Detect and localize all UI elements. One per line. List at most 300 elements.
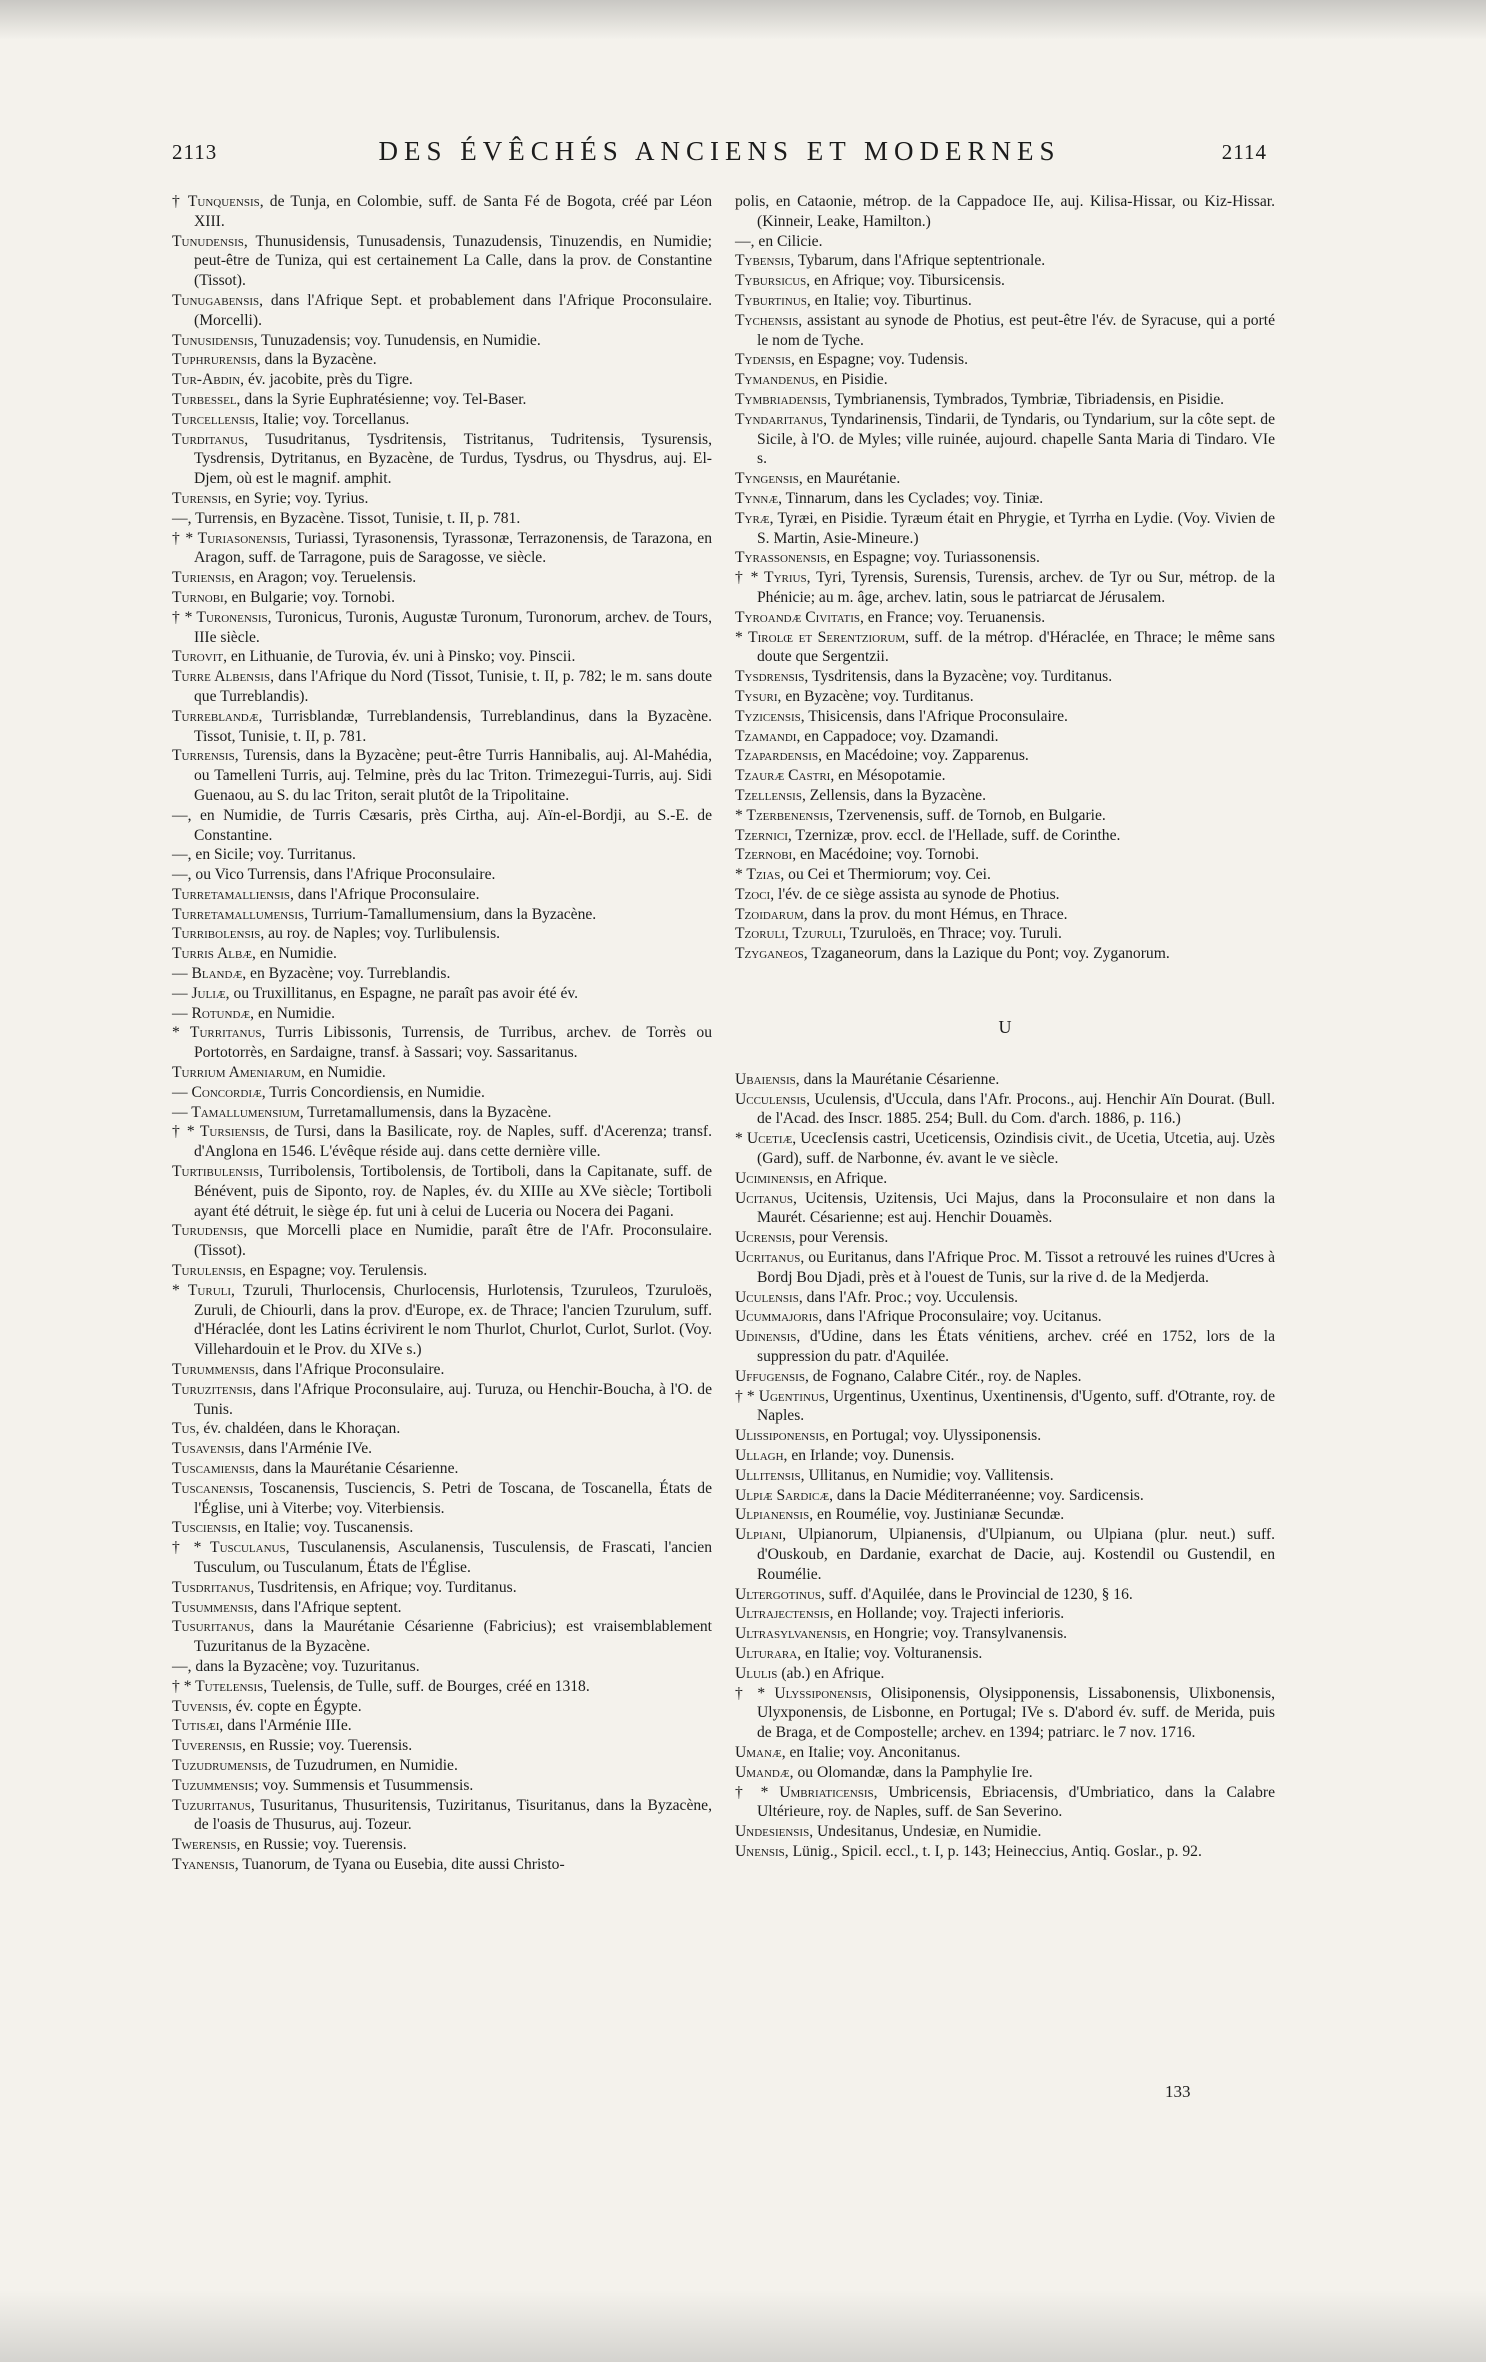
entry-text: Turribolensis, Tortibolensis, de Tortiboli, dans la Capitanate, suff. de Bénévent, puis de Siponto, roy. de Naples, év. du XIIIe au XVe siècle; Tortiboli ayant été détruit, le siège ép. fut uni à celui de Luceria ou Nocera dei Pagani. <box>194 1163 712 1220</box>
entry-headword: Umandæ, <box>735 1763 794 1781</box>
entry-headword: Tusummensis, <box>172 1598 258 1616</box>
dictionary-entry <box>172 1835 712 1855</box>
entry-headword: —, <box>735 232 755 250</box>
entry-headword: Ucrensis, <box>735 1229 796 1247</box>
entry-headword: — Juliæ, <box>172 984 230 1002</box>
entry-headword: Twerensis, <box>172 1836 241 1854</box>
dictionary-entry <box>735 1189 1275 1229</box>
entry-text: év. chaldéen, dans le Khoraçan. <box>199 1420 401 1438</box>
dictionary-entry <box>735 1228 1275 1248</box>
dictionary-entry <box>172 1855 712 1875</box>
dictionary-entry <box>172 370 712 390</box>
entry-text: Tyndarinensis, Tindarii, de Tyndaris, ou Tyndarium, sur la côte sept. de Sicile, à l'O. de Myles; ville ruinée, aujourd. chapelle Santa Maria di Tindaro. VIe s. <box>757 410 1275 468</box>
entry-text: dans la Maurétanie Césarienne. <box>799 1070 1000 1088</box>
entry-headword: * Tzias, <box>735 866 785 884</box>
entry-text: Umbricensis, Ebriacensis, d'Umbriatico, dans la Calabre Ultérieure, roy. de Naples, suff. de San Severino. <box>757 1783 1275 1821</box>
entry-headword: Ululis <box>735 1664 778 1682</box>
entry-text: en Numidie. <box>255 945 337 963</box>
entry-headword: Tzyganeos, <box>735 945 808 963</box>
entry-headword: Turrensis, <box>172 747 239 765</box>
page-number: 133 <box>1165 2082 1191 2101</box>
entry-headword: Unensis, <box>735 1842 789 1860</box>
entry-text: Turris Libissonis, Turrensis, de Turribus, archev. de Torrès ou Portotorrès, en Sardaigne, transf. à Sassari; voy. Sassaritanus. <box>194 1024 713 1062</box>
dictionary-entry <box>172 1518 712 1538</box>
entry-text: dans l'Afrique septent. <box>257 1598 402 1616</box>
entry-headword: Ultrajectensis, <box>735 1605 834 1623</box>
dictionary-entry <box>172 1419 712 1439</box>
dictionary-entry <box>172 410 712 430</box>
entry-text: dans l'Afr. Proc.; voy. Ucculensis. <box>802 1288 1019 1306</box>
entry-headword: * Tzerbenensis, <box>735 806 834 824</box>
dictionary-entry <box>172 1598 712 1618</box>
entry-text: en Afrique; voy. Tibursicensis. <box>810 272 1005 290</box>
entry-headword: * Tirolœ et Serentziorum, <box>735 628 910 646</box>
entry-headword: —, <box>172 1657 192 1675</box>
dictionary-entry <box>735 1486 1275 1506</box>
dictionary-entry <box>172 1538 712 1578</box>
dictionary-entry <box>172 588 712 608</box>
entry-headword: Ulpiæ Sardicæ, <box>735 1486 834 1504</box>
dictionary-entry <box>735 687 1275 707</box>
entry-text: Turiassi, Tyrasonensis, Tyrassonæ, Terrazonensis, de Tarazona, en Aragon, suff. de Tarragone, puis de Saragosse, ve siècle. <box>194 529 712 567</box>
entry-headword: Turulensis, <box>172 1262 246 1280</box>
entry-headword: Tusciensis, <box>172 1519 242 1537</box>
dictionary-entry <box>172 1697 712 1717</box>
dictionary-entry <box>172 1162 712 1221</box>
entry-headword: Tzernici, <box>735 826 792 844</box>
entry-text: en Italie; voy. Tuscanensis. <box>241 1519 414 1537</box>
dictionary-entry <box>735 806 1275 826</box>
dictionary-entry <box>735 1624 1275 1644</box>
entry-text: en Cilicie. <box>754 232 823 250</box>
dictionary-entry <box>172 865 712 885</box>
entry-text: Ucitensis, Uzitensis, Uci Majus, dans la Proconsulaire et non dans la Maurét. Césarienne; est auj. Henchir Douamès. <box>757 1189 1275 1227</box>
entry-headword: Tuphrurensis, <box>172 351 261 369</box>
entry-headword: Ulturara, <box>735 1644 802 1662</box>
entry-headword: Turretamallumensis, <box>172 905 308 923</box>
dictionary-entry <box>172 1083 712 1103</box>
dictionary-entry <box>172 331 712 351</box>
entry-text: en Mésopotamie. <box>834 767 946 785</box>
entry-headword: Tuzuritanus, <box>172 1796 255 1814</box>
dictionary-entry <box>172 568 712 588</box>
dictionary-entry <box>172 529 712 569</box>
dictionary-entry <box>735 1288 1275 1308</box>
entry-text: suff. de la métrop. d'Héraclée, en Thrace; le même sans doute que Sergentzii. <box>757 628 1275 666</box>
dictionary-entry <box>172 746 712 805</box>
entry-text: au roy. de Naples; voy. Turlibulensis. <box>264 925 501 943</box>
entry-text: Undesitanus, Undesiæ, en Numidie. <box>813 1823 1042 1841</box>
entry-headword: Tymandenus, <box>735 371 819 389</box>
entry-headword: —, <box>172 846 192 864</box>
entry-text: dans la Syrie Euphratésienne; voy. Tel-Baser. <box>240 390 527 408</box>
entry-headword: * Ucetiæ, <box>735 1130 797 1148</box>
dictionary-entry <box>735 1604 1275 1624</box>
dictionary-entry <box>172 430 712 489</box>
dictionary-entry <box>735 885 1275 905</box>
entry-headword: Tzoruli, Tzuruli, <box>735 925 847 943</box>
entry-text: en Irlande; voy. Dunensis. <box>787 1447 955 1465</box>
entry-text: Tusudritanus, Tysdritensis, Tistritanus, Tudritensis, Tysurensis, Tysdrensis, Dytritanus, en Byzacène, de Turdus, Tysdrus, ou Thysdrus, auj. El-Djem, où est le magnif. amphit. <box>194 430 712 488</box>
dictionary-entry <box>172 1736 712 1756</box>
entry-headword: Tyrassonensis, <box>735 549 831 567</box>
entry-text: voy. Summensis et Tusummensis. <box>258 1776 474 1794</box>
dictionary-entry <box>735 271 1275 291</box>
entry-text: en Numidie, de Turris Cæsaris, près Cirtha, auj. Aïn-el-Bordji, au S.-E. de Constantine. <box>191 806 712 844</box>
entry-text: Ulpianorum, Ulpianensis, d'Ulpianum, ou Ulpiana (plur. neut.) suff. d'Ouskoub, en Dardanie, exarchat de Dacie, auj. Kostendil ou Gustendil, en Roumélie. <box>757 1526 1275 1583</box>
dictionary-entry <box>172 647 712 667</box>
entry-text: en Sicile; voy. Turritanus. <box>191 846 356 864</box>
entry-headword: † * Ugentinus, <box>735 1387 829 1405</box>
entry-text: en Italie; voy. Anconitanus. <box>785 1743 961 1761</box>
entry-text: Lünig., Spicil. eccl., t. I, p. 143; Heineccius, Antiq. Goslar., p. 92. <box>788 1842 1202 1860</box>
entry-headword: Tyngensis, <box>735 470 803 488</box>
entry-text: en Numidie. <box>254 1004 336 1022</box>
entry-text: Tzuruli, Thurlocensis, Churlocensis, Hurlotensis, Tzuruleos, Tzuruloës, Zuruli, de Chiourli, dans la prov. d'Europe, ex. de Thrace; l'ancien Tzurulum, suff. d'Héraclée, dont les Latins écrivirent le nom Thurlot, Churlot, Curlot, Surlot. (Voy. Villehardouin et le Prov. du XIVe s.) <box>194 1281 712 1359</box>
dictionary-entry <box>735 786 1275 806</box>
entry-text: de Tuzudrumen, en Numidie. <box>271 1756 458 1774</box>
dictionary-entry <box>172 1756 712 1776</box>
dictionary-entry <box>172 1716 712 1736</box>
scan-edge-bottom <box>0 2290 1486 2362</box>
entry-headword: Turiensis, <box>172 569 235 587</box>
entry-text: dans l'Arménie IVe. <box>244 1440 373 1458</box>
entry-headword: Tydensis, <box>735 351 795 369</box>
dictionary-entry <box>172 1380 712 1420</box>
entry-text: en Aragon; voy. Teruelensis. <box>234 569 417 587</box>
entry-text: Turrisblandæ, Turreblandensis, Turreblandinus, dans la Byzacène. Tissot, Tunisie, t. II, p. 781. <box>194 707 712 745</box>
entry-headword: Tuscanensis, <box>172 1479 254 1497</box>
entry-text: en Byzacène; voy. Turditanus. <box>781 687 974 705</box>
entry-text: dans l'Afrique Proconsulaire. <box>293 885 480 903</box>
dictionary-entry <box>735 944 1275 964</box>
entry-headword: Turummensis, <box>172 1361 259 1379</box>
entry-headword: Tyndaritanus, <box>735 410 827 428</box>
dictionary-entry <box>735 192 1275 232</box>
entry-text: de Tunja, en Colombie, suff. de Santa Fé de Bogota, créé par Léon XIII. <box>194 193 712 230</box>
entry-text: ou Truxillitanus, en Espagne, ne paraît pas avoir été év. <box>229 984 579 1002</box>
dictionary-entry <box>172 885 712 905</box>
entry-headword: — Blandæ, <box>172 965 247 983</box>
right-column-t-entries <box>735 192 1275 964</box>
entry-text: Turris Concordiensis, en Numidie. <box>265 1083 485 1101</box>
dictionary-entry <box>735 370 1275 390</box>
entry-headword: Tysuri, <box>735 687 782 705</box>
entry-text: ou Vico Turrensis, dans l'Afrique Proconsulaire. <box>191 866 496 884</box>
entry-text: dans l'Afrique Sept. et probablement dans l'Afrique Proconsulaire. (Morcelli). <box>194 291 712 329</box>
dictionary-entry <box>172 1360 712 1380</box>
entry-text: de Tursi, dans la Basilicate, roy. de Naples, suff. d'Acerenza; transf. d'Anglona en 1546. L'évêque réside auj. dans cette dernière ville. <box>194 1123 712 1161</box>
entry-headword: Tybensis, <box>735 252 795 270</box>
entry-text: en Espagne; voy. Tudensis. <box>794 351 968 369</box>
entry-text: en Lithuanie, de Turovia, év. uni à Pinsko; voy. Pinscii. <box>226 648 576 666</box>
entry-headword: — Concordiæ, <box>172 1083 266 1101</box>
dictionary-entry <box>172 350 712 370</box>
entry-headword: Turnobi, <box>172 588 228 606</box>
entry-headword: Turensis, <box>172 489 232 507</box>
entry-text: en Hollande; voy. Trajecti inferioris. <box>833 1605 1065 1623</box>
dictionary-entry <box>172 964 712 984</box>
dictionary-entry <box>735 667 1275 687</box>
entry-headword: Tutisæi, <box>172 1717 224 1735</box>
left-column <box>172 192 712 1875</box>
entry-headword: — Rotundæ, <box>172 1004 255 1022</box>
entry-headword: † * Tursiensis, <box>172 1123 269 1141</box>
entry-text: dans l'Arménie IIIe. <box>223 1717 352 1735</box>
entry-text: Olisiponensis, Olysipponensis, Lissabonensis, Ulixbonensis, Ulyxponensis, de Lisbonne, en Portugal; IVe s. D'abord év. suff. de Merida, puis de Braga, et de Compostelle; archev. en 1394; patriarc. le 7 nov. 1716. <box>757 1684 1275 1742</box>
entry-text: Turrium-Tamallumensium, dans la Byzacène. <box>308 905 597 923</box>
entry-headword: Tzauræ Castri, <box>735 767 835 785</box>
entry-text: en Italie; voy. Tiburtinus. <box>810 291 972 309</box>
dictionary-entry <box>172 1063 712 1083</box>
entry-headword: Tuzudrumensis, <box>172 1756 272 1774</box>
entry-headword: Turre Albensis, <box>172 668 274 686</box>
entry-headword: † * Turiasonensis, <box>172 529 291 547</box>
entry-headword: Tzoci, <box>735 885 775 903</box>
entry-headword: † * Tusculanus, <box>172 1539 290 1557</box>
dictionary-entry <box>735 1644 1275 1664</box>
entry-headword: * Turuli, <box>172 1281 235 1299</box>
entry-text: en Pisidie. <box>818 371 888 389</box>
dictionary-entry <box>172 1261 712 1281</box>
dictionary-entry <box>735 924 1275 944</box>
entry-text: Tymbrianensis, Tymbrados, Tymbriæ, Tibriadensis, en Pisidie. <box>830 390 1225 408</box>
entry-headword: —, <box>172 866 192 884</box>
entry-headword: Tur-Abdin, <box>172 371 245 389</box>
dictionary-entry <box>735 1090 1275 1130</box>
entry-text: assistant au synode de Photius, est peut-être l'év. de Syracuse, qui a porté le nom de Tyche. <box>757 311 1275 349</box>
dictionary-entry <box>735 489 1275 509</box>
entry-text: Tuanorum, de Tyana ou Eusebia, dite aussi Christo- <box>238 1855 565 1873</box>
dictionary-entry <box>172 608 712 648</box>
entry-text: en Italie; voy. Volturanensis. <box>801 1644 983 1662</box>
entry-headword: Turris Albæ, <box>172 945 256 963</box>
entry-headword: Tybursicus, <box>735 272 811 290</box>
dictionary-entry <box>735 410 1275 469</box>
entry-text: Tusuritanus, Thusuritensis, Tuziritanus, Tisuritanus, dans la Byzacène, de l'oasis de Thusurus, auj. Tozeur. <box>194 1796 712 1834</box>
entry-text: Uculensis, d'Uccula, dans l'Afr. Procons., auj. Henchir Aïn Dourat. (Bull. de l'Acad. des Inscr. 1885. 254; Bull. du Com. d'arch. 1886, p. 116.) <box>757 1090 1275 1128</box>
right-column-number: 2114 <box>1221 140 1267 164</box>
dictionary-entry <box>735 251 1275 271</box>
entry-text: Tysdritensis, dans la Byzacène; voy. Turditanus. <box>808 668 1113 686</box>
entry-headword: Uculensis, <box>735 1288 803 1306</box>
entry-text: Tybarum, dans l'Afrique septentrionale. <box>794 252 1046 270</box>
dictionary-entry <box>735 1367 1275 1387</box>
dictionary-entry <box>172 1221 712 1261</box>
entry-headword: Ucritanus, <box>735 1249 805 1267</box>
dictionary-entry <box>172 509 712 529</box>
entry-text: dans la Dacie Méditerranéenne; voy. Sardicensis. <box>833 1486 1144 1504</box>
dictionary-entry <box>735 509 1275 549</box>
dictionary-entry <box>735 1248 1275 1288</box>
entry-text: Tusdritensis, en Afrique; voy. Turditanus. <box>254 1578 517 1596</box>
entry-headword: Tyroandæ Civitatis, <box>735 608 864 626</box>
dictionary-entry <box>735 350 1275 370</box>
entry-headword: * Turritanus, <box>172 1024 266 1042</box>
entry-text: en Maurétanie. <box>802 470 901 488</box>
dictionary-entry <box>172 1122 712 1162</box>
entry-text: en Russie; voy. Tuerensis. <box>245 1737 413 1755</box>
entry-headword: † * Ulyssiponensis, <box>735 1684 872 1702</box>
entry-text: en Byzacène; voy. Turreblandis. <box>246 965 451 983</box>
entry-text: dans la Maurétanie Césarienne (Fabricius); est vraisemblablement Tuzuritanus de la Byzacène. <box>194 1618 712 1656</box>
dictionary-entry <box>735 1743 1275 1763</box>
entry-text: Tusculanensis, Asculanensis, Tusculensis, de Frascati, l'ancien Tusculum, ou Tusculanum, États de l'Église. <box>194 1539 712 1576</box>
entry-text: Tzernizæ, prov. eccl. de l'Hellade, suff. de Corinthe. <box>791 826 1121 844</box>
entry-text: év. copte en Égypte. <box>231 1697 362 1715</box>
entry-text: (ab.) en Afrique. <box>777 1664 885 1682</box>
dictionary-entry <box>172 845 712 865</box>
entry-text: en Espagne; voy. Terulensis. <box>245 1262 428 1280</box>
entry-text: en Cappadoce; voy. Dzamandi. <box>800 727 999 745</box>
dictionary-entry <box>735 608 1275 628</box>
entry-headword: —, <box>172 509 192 527</box>
entry-headword: Ullitensis, <box>735 1466 805 1484</box>
entry-text: Ullitanus, en Numidie; voy. Vallitensis. <box>804 1466 1054 1484</box>
dictionary-entry <box>735 766 1275 786</box>
dictionary-entry <box>735 845 1275 865</box>
entry-text: dans l'Afrique du Nord (Tissot, Tunisie, t. II, p. 782; le m. sans doute que Turreblandis). <box>194 668 712 705</box>
dictionary-entry <box>735 1684 1275 1743</box>
dictionary-entry <box>172 232 712 291</box>
entry-headword: Ulpianensis, <box>735 1506 814 1524</box>
dictionary-entry <box>735 1783 1275 1823</box>
entry-headword: † * Umbriaticensis, <box>735 1783 878 1801</box>
entry-text: Thunusidensis, Tunusadensis, Tunazudensis, Tinuzendis, en Numidie; peut-être de Tuniza, qui est certainement La Calle, dans la prov. de Constantine (Tissot). <box>194 232 712 290</box>
page-header <box>172 136 1267 180</box>
entry-headword: Ucitanus, <box>735 1189 797 1207</box>
entry-headword: Turrium Ameniarum, <box>172 1064 305 1082</box>
dictionary-entry <box>172 707 712 747</box>
entry-headword: Tzapardensis, <box>735 747 822 765</box>
entry-headword: — Tamallumensium, <box>172 1103 304 1121</box>
entry-text: l'év. de ce siège assista au synode de Photius. <box>774 885 1060 903</box>
entry-text: Turretamallumensis, dans la Byzacène. <box>303 1103 552 1121</box>
entry-headword: Tychensis, <box>735 311 803 329</box>
dictionary-entry <box>735 291 1275 311</box>
dictionary-entry <box>172 1479 712 1519</box>
dictionary-entry <box>172 192 712 232</box>
entry-headword: Tzernobi, <box>735 846 797 864</box>
dictionary-entry <box>172 1677 712 1697</box>
dictionary-entry <box>735 1842 1275 1862</box>
entry-text: en Portugal; voy. Ulyssiponensis. <box>829 1427 1042 1445</box>
entry-text: suff. d'Aquilée, dans le Provincial de 1230, § 16. <box>824 1585 1133 1603</box>
entry-text: en Syrie; voy. Tyrius. <box>231 489 369 507</box>
entry-text: Urgentinus, Uxentinus, Uxentinensis, d'Ugento, suff. d'Otrante, roy. de Naples. <box>757 1387 1275 1425</box>
dictionary-entry <box>172 390 712 410</box>
dictionary-entry <box>735 1307 1275 1327</box>
entry-text: pour Verensis. <box>795 1229 889 1247</box>
entry-text: en Macédoine; voy. Zapparenus. <box>821 747 1029 765</box>
entry-text: Zellensis, dans la Byzacène. <box>805 786 987 804</box>
dictionary-entry <box>735 746 1275 766</box>
entry-headword: Tyburtinus, <box>735 291 811 309</box>
entry-text: Italie; voy. Torcellanus. <box>258 410 410 428</box>
dictionary-entry <box>735 707 1275 727</box>
dictionary-entry <box>735 1763 1275 1783</box>
dictionary-entry <box>172 291 712 331</box>
entry-headword: † * Tutelensis, <box>172 1677 268 1695</box>
entry-text: Tzervenensis, suff. de Tornob, en Bulgarie. <box>833 806 1106 824</box>
entry-text: ou Olomandæ, dans la Pamphylie Ire. <box>793 1763 1033 1781</box>
entry-headword: Undesiensis, <box>735 1823 814 1841</box>
entry-text: ou Cei et Thermiorum; voy. Cei. <box>784 866 991 884</box>
entry-text: Turrensis, en Byzacène. Tissot, Tunisie, t. II, p. 781. <box>191 509 521 527</box>
entry-text: Thisicensis, dans l'Afrique Proconsulaire. <box>804 707 1068 725</box>
dictionary-entry <box>735 1505 1275 1525</box>
dictionary-entry <box>172 1657 712 1677</box>
entry-headword: Ucculensis, <box>735 1090 811 1108</box>
dictionary-entry <box>172 905 712 925</box>
entry-headword: Ulissiponensis, <box>735 1427 830 1445</box>
entry-headword: Uffugensis, <box>735 1367 809 1385</box>
entry-headword: † * Turonensis, <box>172 608 272 626</box>
entry-text: que Morcelli place en Numidie, paraît être de l'Afr. Proconsulaire. (Tissot). <box>194 1222 712 1260</box>
dictionary-entry <box>735 1525 1275 1584</box>
entry-text: en Roumélie, voy. Justinianæ Secundæ. <box>813 1506 1065 1524</box>
dictionary-entry <box>735 311 1275 351</box>
dictionary-entry <box>735 1426 1275 1446</box>
entry-headword: Tus, <box>172 1420 200 1438</box>
entry-text: dans l'Afrique Proconsulaire. <box>258 1361 445 1379</box>
entry-text: Tuelensis, de Tulle, suff. de Bourges, créé en 1318. <box>267 1677 590 1695</box>
entry-headword: Turribolensis, <box>172 925 265 943</box>
dictionary-entry <box>172 1103 712 1123</box>
running-title: DES ÉVÊCHÉS ANCIENS ET MODERNES <box>378 136 1061 166</box>
dictionary-entry <box>172 1578 712 1598</box>
entry-text: en Macédoine; voy. Tornobi. <box>796 846 980 864</box>
dictionary-entry <box>172 1023 712 1063</box>
entry-text: Tyri, Tyrensis, Surensis, Turensis, archev. de Tyr ou Sur, métrop. de la Phénicie; au m. âge, archev. latin, sous le patriarcat de Jérusalem. <box>757 569 1275 606</box>
entry-text: en Afrique. <box>813 1169 888 1187</box>
entry-headword: Tusavensis, <box>172 1440 245 1458</box>
dictionary-entry <box>172 1439 712 1459</box>
entry-headword: Umanæ, <box>735 1743 786 1761</box>
entry-headword: Turudensis, <box>172 1222 248 1240</box>
entry-headword: Tzoidarum, <box>735 905 808 923</box>
right-column <box>735 192 1275 1862</box>
dictionary-entry <box>172 1617 712 1657</box>
entry-headword: Tysdrensis, <box>735 668 809 686</box>
entry-headword: Tunudensis, <box>172 232 248 250</box>
entry-text: dans la prov. du mont Hémus, en Thrace. <box>807 905 1068 923</box>
entry-text: d'Udine, dans les États vénitiens, archev. créé en 1752, lors de la suppression du patr. d'Aquilée. <box>757 1328 1275 1366</box>
entry-headword: Ulpiani, <box>735 1526 787 1544</box>
dictionary-entry <box>735 826 1275 846</box>
entry-headword: Tuverensis, <box>172 1737 246 1755</box>
dictionary-entry <box>172 1004 712 1024</box>
entry-text: dans l'Afrique Proconsulaire; voy. Ucitanus. <box>822 1308 1102 1326</box>
entry-headword: Ultergotinus, <box>735 1585 825 1603</box>
entry-headword: Turcellensis, <box>172 410 259 428</box>
entry-headword: Turreblandæ, <box>172 707 263 725</box>
entry-headword: Tusdritanus, <box>172 1578 255 1596</box>
dictionary-entry <box>172 1459 712 1479</box>
entry-headword: Tuzummensis; <box>172 1776 259 1794</box>
entry-headword: Ullagh, <box>735 1447 788 1465</box>
entry-text: en France; voy. Teruanensis. <box>863 608 1046 626</box>
dictionary-entry <box>735 568 1275 608</box>
entry-text: en Espagne; voy. Turiassonensis. <box>830 549 1040 567</box>
entry-headword: Tynnæ, <box>735 489 783 507</box>
entry-headword: Ubaiensis, <box>735 1070 800 1088</box>
entry-headword: Tzamandi, <box>735 727 801 745</box>
entry-headword: Ucummajoris, <box>735 1308 823 1326</box>
entry-headword: † * Tyrius, <box>735 569 811 587</box>
entry-headword: Tyræ, <box>735 509 774 527</box>
dictionary-entry <box>735 905 1275 925</box>
